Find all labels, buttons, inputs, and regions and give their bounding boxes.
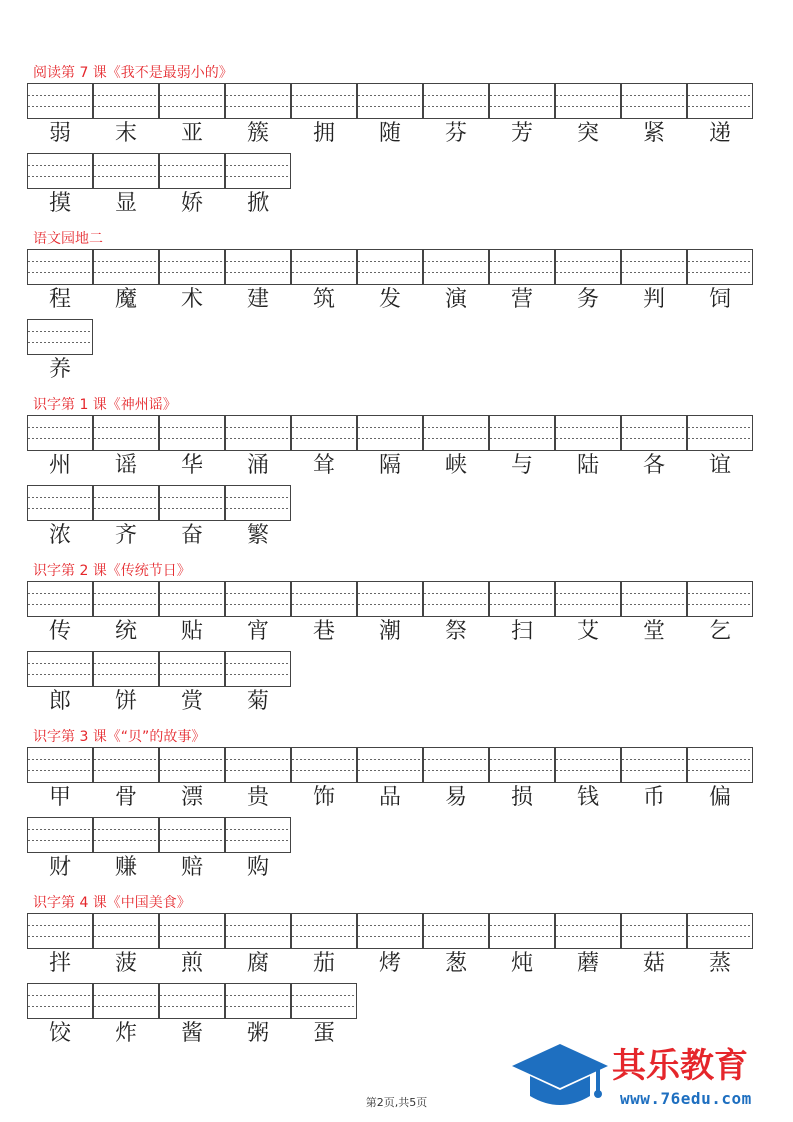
character-cell <box>357 83 423 153</box>
pinyin-writing-box[interactable] <box>291 249 357 285</box>
character-cell <box>423 913 489 983</box>
pinyin-writing-box[interactable] <box>159 747 225 783</box>
hanzi-character: 茄 <box>312 951 335 976</box>
hanzi-character: 摸 <box>48 191 71 216</box>
character-cell <box>489 415 555 485</box>
character-cell <box>225 651 291 721</box>
pinyin-writing-box[interactable] <box>489 249 555 285</box>
pinyin-writing-box[interactable] <box>159 415 225 451</box>
character-cell <box>423 249 489 319</box>
page-footer: 第2页,共5页 <box>365 1096 428 1109</box>
character-row <box>27 83 753 153</box>
hanzi-character: 与 <box>510 453 533 478</box>
pinyin-writing-box[interactable] <box>225 983 291 1019</box>
character-cell <box>687 581 753 651</box>
hanzi-character: 显 <box>114 191 137 216</box>
hanzi-character: 拥 <box>312 121 335 146</box>
character-cell <box>621 249 687 319</box>
character-cell <box>423 415 489 485</box>
pinyin-writing-box[interactable] <box>159 249 225 285</box>
character-row <box>27 485 291 555</box>
pinyin-writing-box[interactable] <box>489 415 555 451</box>
character-cell <box>159 83 225 153</box>
character-cell <box>159 581 225 651</box>
character-cell <box>291 83 357 153</box>
pinyin-writing-box[interactable] <box>423 913 489 949</box>
character-row <box>27 581 753 651</box>
hanzi-character: 郎 <box>48 689 71 714</box>
pinyin-writing-box[interactable] <box>225 83 291 119</box>
pinyin-writing-box[interactable] <box>27 651 93 687</box>
hanzi-character: 传 <box>48 619 71 644</box>
character-cell <box>555 581 621 651</box>
character-cell <box>225 983 291 1053</box>
pinyin-writing-box[interactable] <box>27 817 93 853</box>
hanzi-character: 损 <box>510 785 533 810</box>
hanzi-character: 随 <box>378 121 401 146</box>
pinyin-writing-box[interactable] <box>27 83 93 119</box>
hanzi-character: 递 <box>708 121 731 146</box>
hanzi-character: 建 <box>246 287 269 312</box>
hanzi-character: 扫 <box>510 619 533 644</box>
character-cell <box>93 747 159 817</box>
hanzi-character: 演 <box>444 287 467 312</box>
character-cell <box>621 747 687 817</box>
character-cell <box>357 415 423 485</box>
pinyin-writing-box[interactable] <box>489 913 555 949</box>
pinyin-writing-box[interactable] <box>93 415 159 451</box>
pinyin-writing-box[interactable] <box>93 817 159 853</box>
character-cell <box>291 983 357 1053</box>
character-cell <box>225 747 291 817</box>
pinyin-writing-box[interactable] <box>159 913 225 949</box>
hanzi-character: 州 <box>48 453 71 478</box>
character-cell <box>93 153 159 223</box>
hanzi-character: 营 <box>510 287 533 312</box>
character-cell <box>27 651 93 721</box>
hanzi-character: 筑 <box>312 287 335 312</box>
hanzi-character: 菊 <box>246 689 269 714</box>
pinyin-writing-box[interactable] <box>555 83 621 119</box>
pinyin-writing-box[interactable] <box>93 747 159 783</box>
hanzi-character: 漂 <box>180 785 203 810</box>
hanzi-character: 齐 <box>114 523 137 548</box>
hanzi-character: 隔 <box>378 453 401 478</box>
character-cell <box>225 913 291 983</box>
character-cell <box>621 913 687 983</box>
character-cell <box>687 415 753 485</box>
hanzi-character: 程 <box>48 287 71 312</box>
hanzi-character: 饼 <box>114 689 137 714</box>
hanzi-character: 浓 <box>48 523 71 548</box>
hanzi-character: 魔 <box>114 287 137 312</box>
character-cell <box>27 83 93 153</box>
hanzi-character: 紧 <box>642 121 665 146</box>
character-row <box>27 913 753 983</box>
pinyin-writing-box[interactable] <box>27 581 93 617</box>
character-cell <box>27 485 93 555</box>
character-cell <box>27 249 93 319</box>
pinyin-writing-box[interactable] <box>621 913 687 949</box>
hanzi-character: 粥 <box>246 1021 269 1046</box>
pinyin-writing-box[interactable] <box>489 747 555 783</box>
brand-name: 其乐教育 <box>612 1046 748 1086</box>
pinyin-writing-box[interactable] <box>423 249 489 285</box>
hanzi-character: 陆 <box>576 453 599 478</box>
pinyin-writing-box[interactable] <box>27 319 93 355</box>
character-cell <box>93 415 159 485</box>
pinyin-writing-box[interactable] <box>93 83 159 119</box>
pinyin-writing-box[interactable] <box>225 153 291 189</box>
character-cell <box>93 983 159 1053</box>
pinyin-writing-box[interactable] <box>27 913 93 949</box>
pinyin-writing-box[interactable] <box>687 415 753 451</box>
character-cell <box>555 913 621 983</box>
character-cell <box>27 817 93 887</box>
hanzi-character: 菠 <box>114 951 137 976</box>
character-cell <box>291 249 357 319</box>
hanzi-character: 赚 <box>114 855 137 880</box>
hanzi-character: 蒸 <box>708 951 731 976</box>
character-cell <box>489 747 555 817</box>
character-cell <box>27 983 93 1053</box>
pinyin-writing-box[interactable] <box>27 415 93 451</box>
character-cell <box>687 747 753 817</box>
character-cell <box>555 249 621 319</box>
hanzi-character: 芳 <box>510 121 533 146</box>
pinyin-writing-box[interactable] <box>489 83 555 119</box>
character-cell <box>357 913 423 983</box>
pinyin-writing-box[interactable] <box>687 581 753 617</box>
character-cell <box>621 581 687 651</box>
hanzi-character: 堂 <box>642 619 665 644</box>
pinyin-writing-box[interactable] <box>291 581 357 617</box>
hanzi-character: 骨 <box>114 785 137 810</box>
pinyin-writing-box[interactable] <box>291 415 357 451</box>
character-row <box>27 319 93 389</box>
character-row <box>27 983 357 1053</box>
pinyin-writing-box[interactable] <box>423 83 489 119</box>
pinyin-writing-box[interactable] <box>225 485 291 521</box>
character-cell <box>357 581 423 651</box>
pinyin-writing-box[interactable] <box>357 249 423 285</box>
hanzi-character: 弱 <box>48 121 71 146</box>
hanzi-character: 菇 <box>642 951 665 976</box>
hanzi-character: 钱 <box>576 785 599 810</box>
character-cell <box>93 485 159 555</box>
character-cell <box>225 817 291 887</box>
character-cell <box>489 581 555 651</box>
character-cell <box>225 83 291 153</box>
hanzi-character: 务 <box>576 287 599 312</box>
pinyin-writing-box[interactable] <box>225 415 291 451</box>
hanzi-character: 峡 <box>444 453 467 478</box>
character-cell <box>687 83 753 153</box>
hanzi-character: 养 <box>48 357 71 382</box>
character-cell <box>489 913 555 983</box>
pinyin-writing-box[interactable] <box>225 651 291 687</box>
pinyin-writing-box[interactable] <box>291 83 357 119</box>
pinyin-writing-box[interactable] <box>291 913 357 949</box>
pinyin-writing-box[interactable] <box>93 485 159 521</box>
hanzi-character: 各 <box>642 453 665 478</box>
section-title: 语文园地二 <box>33 231 103 247</box>
character-cell <box>291 913 357 983</box>
pinyin-writing-box[interactable] <box>357 83 423 119</box>
pinyin-writing-box[interactable] <box>27 485 93 521</box>
pinyin-writing-box[interactable] <box>291 747 357 783</box>
character-cell <box>225 415 291 485</box>
pinyin-writing-box[interactable] <box>93 153 159 189</box>
pinyin-writing-box[interactable] <box>555 415 621 451</box>
character-cell <box>159 747 225 817</box>
hanzi-character: 术 <box>180 287 203 312</box>
pinyin-writing-box[interactable] <box>159 983 225 1019</box>
hanzi-character: 赔 <box>180 855 203 880</box>
section-title: 识字第 2 课《传统节日》 <box>33 563 191 579</box>
character-cell <box>159 153 225 223</box>
hanzi-character: 拌 <box>48 951 71 976</box>
pinyin-writing-box[interactable] <box>687 249 753 285</box>
character-cell <box>93 249 159 319</box>
pinyin-writing-box[interactable] <box>357 415 423 451</box>
character-cell <box>159 249 225 319</box>
pinyin-writing-box[interactable] <box>555 913 621 949</box>
hanzi-character: 贵 <box>246 785 269 810</box>
character-cell <box>225 153 291 223</box>
hanzi-character: 购 <box>246 855 269 880</box>
hanzi-character: 币 <box>642 785 665 810</box>
pinyin-writing-box[interactable] <box>225 817 291 853</box>
section-title: 识字第 1 课《神州谣》 <box>33 397 177 413</box>
hanzi-character: 甲 <box>48 785 71 810</box>
character-row <box>27 249 753 319</box>
hanzi-character: 饰 <box>312 785 335 810</box>
pinyin-writing-box[interactable] <box>159 485 225 521</box>
hanzi-character: 煎 <box>180 951 203 976</box>
hanzi-character: 贴 <box>180 619 203 644</box>
character-cell <box>357 747 423 817</box>
hanzi-character: 簇 <box>246 121 269 146</box>
character-cell <box>27 581 93 651</box>
hanzi-character: 巷 <box>312 619 335 644</box>
pinyin-writing-box[interactable] <box>93 983 159 1019</box>
pinyin-writing-box[interactable] <box>489 581 555 617</box>
pinyin-writing-box[interactable] <box>291 983 357 1019</box>
hanzi-character: 娇 <box>180 191 203 216</box>
character-cell <box>225 485 291 555</box>
pinyin-writing-box[interactable] <box>93 913 159 949</box>
hanzi-character: 耸 <box>312 453 335 478</box>
hanzi-character: 潮 <box>378 619 401 644</box>
pinyin-writing-box[interactable] <box>687 83 753 119</box>
pinyin-writing-box[interactable] <box>225 581 291 617</box>
hanzi-character: 发 <box>378 287 401 312</box>
character-cell <box>159 485 225 555</box>
pinyin-writing-box[interactable] <box>423 581 489 617</box>
character-cell <box>93 817 159 887</box>
brand-logo <box>508 1036 793 1116</box>
hanzi-character: 芬 <box>444 121 467 146</box>
character-cell <box>291 747 357 817</box>
pinyin-writing-box[interactable] <box>27 747 93 783</box>
hanzi-character: 蛋 <box>312 1021 335 1046</box>
hanzi-character: 亚 <box>180 121 203 146</box>
pinyin-writing-box[interactable] <box>27 153 93 189</box>
section-title: 识字第 3 课《“贝”的故事》 <box>33 729 206 745</box>
pinyin-writing-box[interactable] <box>225 913 291 949</box>
hanzi-character: 掀 <box>246 191 269 216</box>
hanzi-character: 祭 <box>444 619 467 644</box>
character-cell <box>423 83 489 153</box>
character-cell <box>93 913 159 983</box>
pinyin-writing-box[interactable] <box>423 747 489 783</box>
pinyin-writing-box[interactable] <box>357 581 423 617</box>
character-cell <box>423 747 489 817</box>
hanzi-character: 赏 <box>180 689 203 714</box>
pinyin-writing-box[interactable] <box>621 249 687 285</box>
hanzi-character: 炖 <box>510 951 533 976</box>
pinyin-writing-box[interactable] <box>555 249 621 285</box>
hanzi-character: 葱 <box>444 951 467 976</box>
character-cell <box>27 747 93 817</box>
character-cell <box>423 581 489 651</box>
character-cell <box>159 415 225 485</box>
character-cell <box>93 581 159 651</box>
hanzi-character: 谊 <box>708 453 731 478</box>
character-row <box>27 651 291 721</box>
hanzi-character: 艾 <box>576 619 599 644</box>
pinyin-writing-box[interactable] <box>225 747 291 783</box>
character-cell <box>621 415 687 485</box>
hanzi-character: 繁 <box>246 523 269 548</box>
character-cell <box>159 913 225 983</box>
character-cell <box>489 249 555 319</box>
pinyin-writing-box[interactable] <box>621 581 687 617</box>
hanzi-character: 谣 <box>114 453 137 478</box>
pinyin-writing-box[interactable] <box>555 747 621 783</box>
character-cell <box>159 983 225 1053</box>
hanzi-character: 突 <box>576 121 599 146</box>
character-cell <box>159 651 225 721</box>
pinyin-writing-box[interactable] <box>621 415 687 451</box>
hanzi-character: 华 <box>180 453 203 478</box>
character-cell <box>687 249 753 319</box>
pinyin-writing-box[interactable] <box>687 747 753 783</box>
character-cell <box>291 581 357 651</box>
hanzi-character: 易 <box>444 785 467 810</box>
character-cell <box>555 83 621 153</box>
section-title: 阅读第 7 课《我不是最弱小的》 <box>33 65 233 81</box>
pinyin-writing-box[interactable] <box>159 817 225 853</box>
hanzi-character: 炸 <box>114 1021 137 1046</box>
brand-url: www.76edu.com <box>620 1089 752 1108</box>
pinyin-writing-box[interactable] <box>27 249 93 285</box>
pinyin-writing-box[interactable] <box>27 983 93 1019</box>
character-cell <box>687 913 753 983</box>
pinyin-writing-box[interactable] <box>423 415 489 451</box>
character-cell <box>225 249 291 319</box>
hanzi-character: 乞 <box>708 619 731 644</box>
pinyin-writing-box[interactable] <box>159 581 225 617</box>
pinyin-writing-box[interactable] <box>93 581 159 617</box>
pinyin-writing-box[interactable] <box>357 913 423 949</box>
hanzi-character: 末 <box>114 121 137 146</box>
character-cell <box>27 319 93 389</box>
character-cell <box>291 415 357 485</box>
character-cell <box>225 581 291 651</box>
character-cell <box>555 415 621 485</box>
pinyin-writing-box[interactable] <box>159 153 225 189</box>
hanzi-character: 宵 <box>246 619 269 644</box>
character-cell <box>555 747 621 817</box>
character-cell <box>27 415 93 485</box>
character-cell <box>489 83 555 153</box>
hanzi-character: 奋 <box>180 523 203 548</box>
pinyin-writing-box[interactable] <box>93 651 159 687</box>
graduation-cap-icon <box>508 1036 612 1116</box>
hanzi-character: 饺 <box>48 1021 71 1046</box>
hanzi-character: 腐 <box>246 951 269 976</box>
pinyin-writing-box[interactable] <box>621 83 687 119</box>
pinyin-writing-box[interactable] <box>357 747 423 783</box>
hanzi-character: 饲 <box>708 287 731 312</box>
character-cell <box>357 249 423 319</box>
character-row <box>27 415 753 485</box>
section-title: 识字第 4 课《中国美食》 <box>33 895 191 911</box>
pinyin-writing-box[interactable] <box>621 747 687 783</box>
character-row <box>27 817 291 887</box>
hanzi-character: 涌 <box>246 453 269 478</box>
hanzi-character: 蘑 <box>576 951 599 976</box>
character-cell <box>93 651 159 721</box>
character-row <box>27 153 291 223</box>
pinyin-writing-box[interactable] <box>159 651 225 687</box>
character-cell <box>621 83 687 153</box>
hanzi-character: 品 <box>378 785 401 810</box>
character-cell <box>27 913 93 983</box>
character-cell <box>27 153 93 223</box>
pinyin-writing-box[interactable] <box>225 249 291 285</box>
hanzi-character: 烤 <box>378 951 401 976</box>
character-cell <box>93 83 159 153</box>
hanzi-character: 财 <box>48 855 71 880</box>
character-row <box>27 747 753 817</box>
hanzi-character: 判 <box>642 287 665 312</box>
pinyin-writing-box[interactable] <box>159 83 225 119</box>
hanzi-character: 酱 <box>180 1021 203 1046</box>
character-cell <box>159 817 225 887</box>
pinyin-writing-box[interactable] <box>93 249 159 285</box>
hanzi-character: 统 <box>114 619 137 644</box>
hanzi-character: 偏 <box>708 785 731 810</box>
pinyin-writing-box[interactable] <box>555 581 621 617</box>
pinyin-writing-box[interactable] <box>687 913 753 949</box>
